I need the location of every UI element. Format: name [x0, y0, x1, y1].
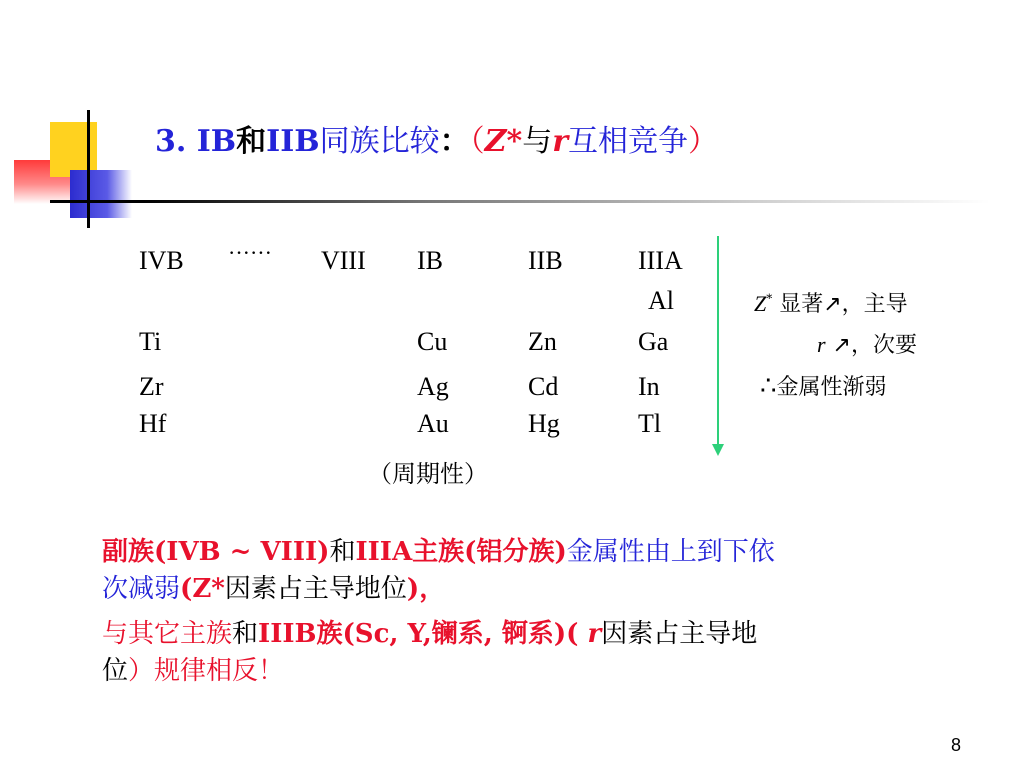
note-z-symbol: Z [754, 291, 767, 316]
slide-title [155, 116, 718, 160]
p2-zstar: (Z* [180, 574, 225, 604]
title-lparen: （ [469, 124, 485, 159]
p1-he: 和 [329, 537, 356, 567]
element-ti: Ti [139, 327, 162, 356]
p3-he: 和 [232, 619, 259, 649]
header-ib: IB [417, 246, 443, 275]
title-r: r [552, 124, 568, 159]
paragraph-line-3 [102, 613, 757, 650]
p1-subgroup: 副族(IVB ~ VIII) [102, 537, 330, 567]
paragraph-line-2 [102, 568, 445, 605]
element-zr: Zr [139, 372, 164, 401]
p3-iiib: IIIB族(Sc, Y,镧系, 锕系)( [258, 619, 579, 649]
element-cd: Cd [528, 372, 559, 401]
trend-arrow-head [712, 444, 724, 456]
note-r-text: ↗，次要 [825, 333, 917, 358]
p3-r: r [578, 619, 602, 649]
note-z-text: 显著↗，主导 [772, 292, 908, 317]
p2-weaken: 次减弱 [102, 574, 181, 604]
conclusion-text: 金属性渐弱 [776, 375, 887, 400]
p4-opposite: ）规律相反！ [128, 656, 285, 686]
title-number: 3. [155, 124, 197, 159]
p2-close: )， [406, 574, 446, 604]
header-ivb: IVB [139, 246, 184, 275]
element-al: Al [648, 286, 674, 315]
p3-other-groups: 与其它主族 [102, 619, 233, 649]
note-z-star: * [766, 291, 773, 306]
title-iib: IIB [266, 124, 320, 159]
element-ag: Ag [417, 372, 449, 401]
p2-dominant: 因素占主导地位 [224, 574, 407, 604]
element-ga: Ga [638, 327, 669, 356]
decor-vertical-line [87, 110, 90, 228]
header-iiia: IIIA [638, 246, 683, 275]
decor-blue-square [70, 170, 132, 218]
element-hg: Hg [528, 409, 560, 438]
title-colon: ： [439, 124, 470, 159]
paragraph-line-1 [102, 531, 775, 568]
title-rparen: ） [688, 124, 718, 159]
element-tl: Tl [638, 409, 662, 438]
note-conclusion [760, 370, 887, 401]
element-zn: Zn [528, 327, 557, 356]
periodicity-label: （周期性） [368, 460, 488, 488]
note-z [754, 287, 908, 318]
title-yu: 与 [522, 124, 553, 159]
header-iib: IIB [528, 246, 563, 275]
trend-arrow-line [717, 236, 719, 448]
title-rest: 同族比较 [319, 124, 440, 159]
p4-position: 位 [102, 656, 129, 686]
title-compete: 互相竞争 [568, 124, 688, 159]
title-zstar: Z* [484, 124, 523, 159]
title-ib: IB [196, 124, 237, 159]
paragraph-line-4 [102, 650, 284, 687]
element-au: Au [417, 409, 449, 438]
therefore-symbol: ∴ [760, 371, 777, 401]
p3-dominant: 因素占主导地 [601, 619, 758, 649]
page-number: 8 [951, 735, 962, 755]
note-r-symbol: r [817, 332, 826, 357]
p1-main-group: IIIA主族(铝分族) [355, 537, 567, 567]
element-hf: Hf [139, 409, 167, 438]
p1-trend: 金属性由上到下依 [566, 537, 775, 567]
header-viii: VIII [321, 246, 366, 275]
header-ellipsis: ······ [228, 240, 272, 265]
title-he: 和 [236, 124, 267, 159]
element-cu: Cu [417, 327, 448, 356]
element-in: In [638, 372, 660, 401]
note-r [817, 328, 917, 359]
title-underline [50, 200, 990, 203]
